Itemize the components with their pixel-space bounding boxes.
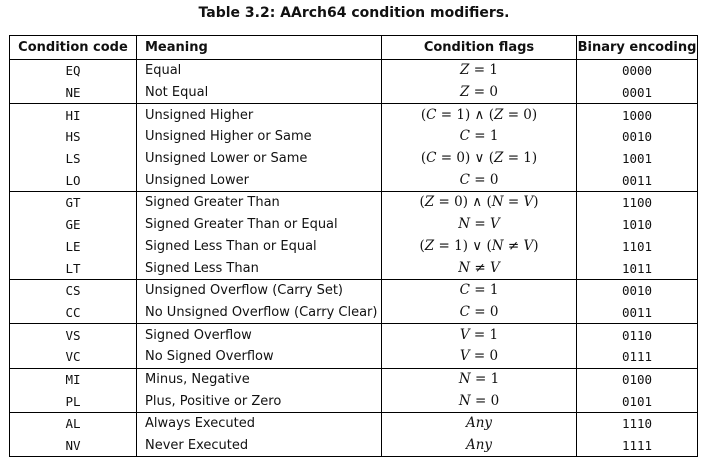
table-row	[10, 368, 698, 390]
meaning-cell: Equal	[137, 60, 382, 82]
table-row	[10, 257, 698, 279]
meaning-cell: Signed Less Than or Equal	[137, 236, 382, 258]
condition-code-cell: LE	[10, 236, 137, 258]
condition-flags-cell: N = 0	[382, 390, 577, 412]
condition-flags-cell: Z = 0	[382, 82, 577, 104]
meaning-cell: Signed Greater Than or Equal	[137, 214, 382, 236]
meaning-cell: Minus, Negative	[137, 368, 382, 390]
condition-code-cell: EQ	[10, 60, 137, 82]
condition-flags-cell: Z = 1	[382, 60, 577, 82]
condition-code-cell: VC	[10, 346, 137, 368]
condition-flags-cell: (Z = 0) ∧ (N = V)	[382, 192, 577, 214]
table-row	[10, 324, 698, 346]
table-row	[10, 302, 698, 324]
table-row	[10, 82, 698, 104]
table-row	[10, 169, 698, 191]
table-row	[10, 104, 698, 126]
meaning-cell: Always Executed	[137, 413, 382, 435]
binary-encoding-cell: 1001	[577, 148, 698, 170]
table-row	[10, 413, 698, 435]
meaning-cell: No Signed Overflow	[137, 346, 382, 368]
table-row	[10, 279, 698, 301]
binary-encoding-cell: 0100	[577, 368, 698, 390]
condition-code-cell: MI	[10, 368, 137, 390]
binary-encoding-cell: 0010	[577, 126, 698, 148]
meaning-cell: Unsigned Lower	[137, 169, 382, 191]
condition-flags-cell: N ≠ V	[382, 257, 577, 279]
binary-encoding-cell: 1110	[577, 413, 698, 435]
condition-code-cell: VS	[10, 324, 137, 346]
condition-flags-cell: (C = 0) ∨ (Z = 1)	[382, 148, 577, 170]
binary-encoding-cell: 1011	[577, 257, 698, 279]
meaning-cell: Not Equal	[137, 82, 382, 104]
header-binary-encoding: Binary encoding	[577, 36, 698, 60]
binary-encoding-cell: 1010	[577, 214, 698, 236]
meaning-cell: Unsigned Overflow (Carry Set)	[137, 279, 382, 301]
condition-code-cell: PL	[10, 390, 137, 412]
condition-flags-cell: C = 0	[382, 169, 577, 191]
binary-encoding-cell: 0000	[577, 60, 698, 82]
condition-flags-cell: V = 1	[382, 324, 577, 346]
meaning-cell: Never Executed	[137, 435, 382, 457]
binary-encoding-cell: 0110	[577, 324, 698, 346]
condition-flags-cell: N = V	[382, 214, 577, 236]
condition-code-cell: CC	[10, 302, 137, 324]
table-caption: Table 3.2: AArch64 condition modifiers.	[198, 5, 510, 21]
binary-encoding-cell: 0011	[577, 169, 698, 191]
condition-flags-cell: (Z = 1) ∨ (N ≠ V)	[382, 236, 577, 258]
header-condition-flags: Condition flags	[382, 36, 577, 60]
meaning-cell: Unsigned Lower or Same	[137, 148, 382, 170]
meaning-cell: Signed Less Than	[137, 257, 382, 279]
table-row	[10, 192, 698, 214]
condition-code-cell: GT	[10, 192, 137, 214]
condition-code-cell: CS	[10, 279, 137, 301]
table-row	[10, 236, 698, 258]
meaning-cell: Signed Overflow	[137, 324, 382, 346]
table-row	[10, 126, 698, 148]
condition-flags-cell: C = 1	[382, 126, 577, 148]
condition-code-cell: LT	[10, 257, 137, 279]
condition-table	[9, 35, 698, 457]
condition-flags-cell: Any	[382, 435, 577, 457]
meaning-cell: Plus, Positive or Zero	[137, 390, 382, 412]
binary-encoding-cell: 0001	[577, 82, 698, 104]
meaning-cell: Unsigned Higher	[137, 104, 382, 126]
meaning-cell: Signed Greater Than	[137, 192, 382, 214]
binary-encoding-cell: 1111	[577, 435, 698, 457]
binary-encoding-cell: 0101	[577, 390, 698, 412]
header-meaning: Meaning	[137, 36, 382, 60]
table-row	[10, 435, 698, 457]
condition-code-cell: GE	[10, 214, 137, 236]
condition-code-cell: NV	[10, 435, 137, 457]
meaning-cell: Unsigned Higher or Same	[137, 126, 382, 148]
condition-flags-cell: (C = 1) ∧ (Z = 0)	[382, 104, 577, 126]
condition-code-cell: HS	[10, 126, 137, 148]
condition-flags-cell: Any	[382, 413, 577, 435]
condition-code-cell: LO	[10, 169, 137, 191]
table-row	[10, 214, 698, 236]
header-row	[10, 36, 698, 60]
condition-flags-cell: C = 0	[382, 302, 577, 324]
binary-encoding-cell: 1000	[577, 104, 698, 126]
header-condition-code: Condition code	[10, 36, 137, 60]
condition-flags-cell: N = 1	[382, 368, 577, 390]
meaning-cell: No Unsigned Overflow (Carry Clear)	[137, 302, 382, 324]
condition-code-cell: LS	[10, 148, 137, 170]
binary-encoding-cell: 1101	[577, 236, 698, 258]
condition-flags-cell: V = 0	[382, 346, 577, 368]
binary-encoding-cell: 0111	[577, 346, 698, 368]
condition-flags-cell: C = 1	[382, 279, 577, 301]
condition-code-cell: HI	[10, 104, 137, 126]
table-row	[10, 148, 698, 170]
condition-code-cell: NE	[10, 82, 137, 104]
binary-encoding-cell: 0011	[577, 302, 698, 324]
binary-encoding-cell: 1100	[577, 192, 698, 214]
condition-code-cell: AL	[10, 413, 137, 435]
table-row	[10, 390, 698, 412]
binary-encoding-cell: 0010	[577, 279, 698, 301]
table-row	[10, 346, 698, 368]
table-row	[10, 60, 698, 82]
